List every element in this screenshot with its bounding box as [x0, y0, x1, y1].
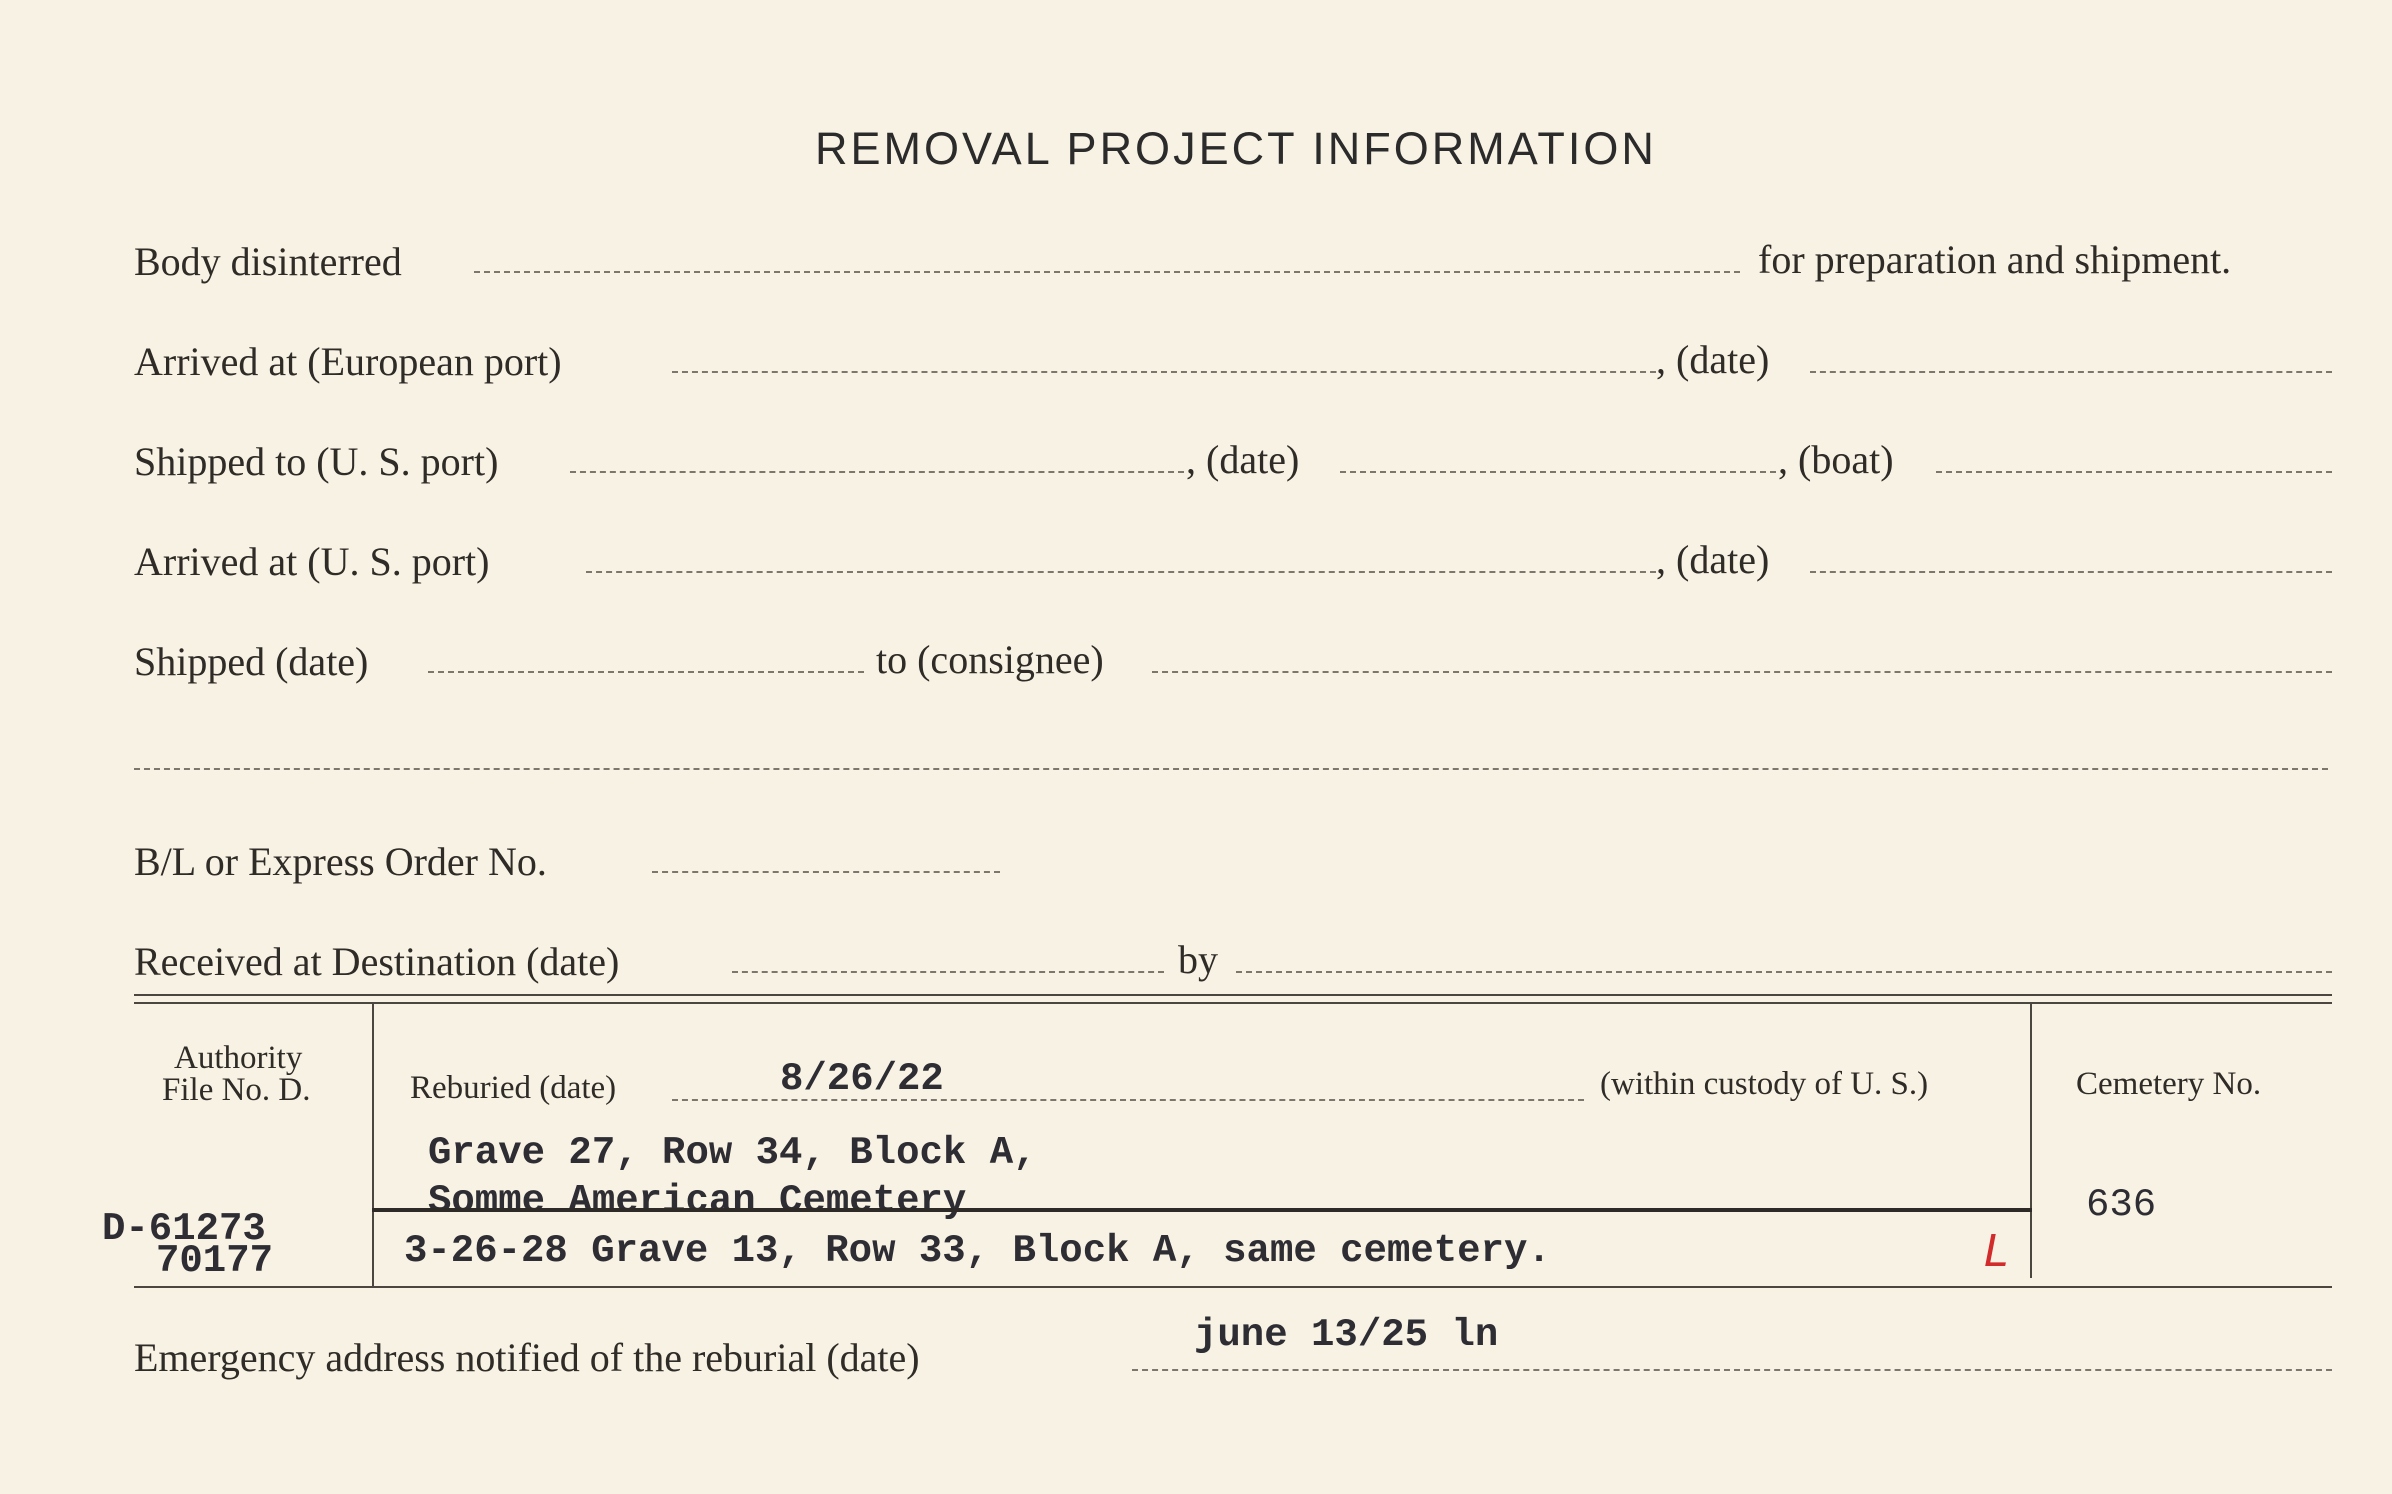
lower-grid-bottom-line	[134, 1286, 2332, 1288]
to-consignee-line	[1152, 671, 2332, 673]
consignee-continuation-line	[134, 768, 2328, 770]
emergency-label: Emergency address notified of the reburial (date)	[134, 1335, 920, 1380]
section-divider-bottom	[134, 1002, 2332, 1004]
card-title: REMOVAL PROJECT INFORMATION	[815, 123, 1657, 174]
emergency-date-line	[1132, 1369, 2332, 1371]
second-burial-entry: 3-26-28 Grave 13, Row 33, Block A, same cemetery.	[404, 1229, 1551, 1273]
grid-left-divider	[372, 1004, 374, 1288]
bl-order-line	[652, 871, 1000, 873]
boat-label: , (boat)	[1778, 437, 1894, 482]
shipped-to-us-line	[570, 471, 1184, 473]
boat-line	[1936, 471, 2332, 473]
received-destination-line	[732, 971, 1164, 973]
received-by-line	[1236, 971, 2332, 973]
shipped-date-label: Shipped (date)	[134, 639, 369, 684]
reburied-date: 8/26/22	[780, 1057, 944, 1101]
cemetery-no-label: Cemetery No.	[2076, 1066, 2262, 1102]
arrived-us-date-line	[1810, 571, 2332, 573]
authority-label: Authority	[174, 1040, 303, 1076]
file-no-label: File No. D.	[162, 1072, 311, 1108]
for-preparation-label: for preparation and shipment.	[1758, 237, 2232, 282]
arrived-us-label: Arrived at (U. S. port)	[134, 539, 490, 584]
body-disinterred-line	[474, 271, 1740, 273]
within-custody-label: (within custody of U. S.)	[1600, 1066, 1929, 1102]
shipped-to-us-label: Shipped to (U. S. port)	[134, 439, 499, 484]
cemetery-number: 636	[2086, 1183, 2157, 1227]
grave-location-line2: Somme American Cemetery	[428, 1179, 967, 1223]
arrived-european-date-line	[1810, 371, 2332, 373]
by-label: by	[1178, 937, 1218, 982]
arrived-european-date-label: , (date)	[1656, 337, 1770, 382]
section-divider-top	[134, 994, 2332, 996]
body-disinterred-label: Body disinterred	[134, 239, 402, 284]
file-number-2: 70177	[156, 1239, 274, 1283]
arrived-us-date-label: , (date)	[1656, 537, 1770, 582]
emergency-date: june 13/25 ln	[1194, 1313, 1499, 1357]
red-check-mark: L	[1984, 1226, 2009, 1277]
grave-location-line1: Grave 27, Row 34, Block A,	[428, 1131, 1037, 1175]
received-destination-label: Received at Destination (date)	[134, 939, 620, 984]
reburied-label: Reburied (date)	[410, 1070, 617, 1106]
entry-divider	[372, 1208, 2032, 1212]
arrived-us-line	[586, 571, 1656, 573]
bl-order-label: B/L or Express Order No.	[134, 839, 547, 884]
to-consignee-label: to (consignee)	[876, 637, 1104, 682]
shipped-to-us-date-line	[1340, 471, 1776, 473]
shipped-date-line	[428, 671, 864, 673]
file-number-1: D-61273	[102, 1207, 266, 1251]
shipped-to-us-date-label: , (date)	[1186, 437, 1300, 482]
arrived-european-line	[672, 371, 1656, 373]
arrived-european-label: Arrived at (European port)	[134, 339, 562, 384]
grid-right-divider	[2030, 1004, 2032, 1278]
